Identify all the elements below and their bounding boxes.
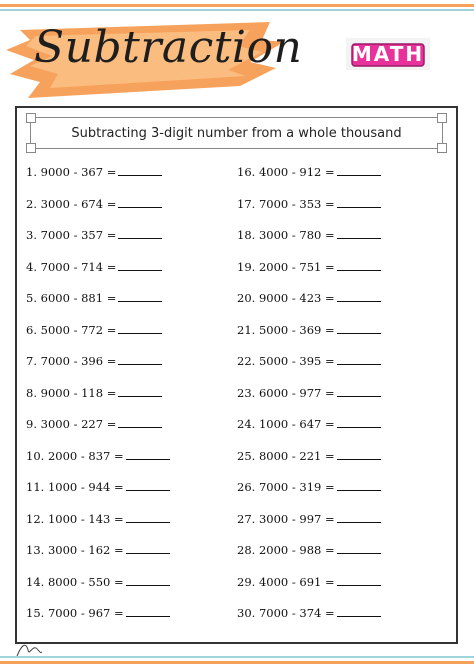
problem-item [237,258,381,276]
problem-item [237,352,381,370]
problem-expression: 7000 - 319 = [258,480,335,494]
problem-expression: 8000 - 550 = [47,574,124,589]
problem-number: 20. [237,291,256,305]
problem-expression: 3000 - 997 = [258,511,335,526]
problem-expression: 1000 - 647 = [258,417,335,431]
problem-item [26,573,170,591]
problem-number: 28. [237,543,256,557]
problem-item [26,352,162,370]
problem-item [26,541,170,559]
answer-blank[interactable] [337,352,381,365]
problem-expression: 3000 - 780 = [258,228,335,242]
problem-item [26,510,170,528]
answer-blank[interactable] [337,541,381,554]
problem-number: 22. [237,354,256,368]
problem-number: 25. [237,448,256,463]
bottom-blue-stripe [0,656,474,658]
answer-blank[interactable] [337,163,381,176]
problem-expression: 3000 - 674 = [40,196,117,211]
answer-blank[interactable] [337,478,381,491]
problem-expression: 5000 - 772 = [40,322,117,337]
top-orange-stripe [0,4,474,7]
problem-number: 6. [26,322,37,337]
problem-item [26,478,170,496]
problem-number: 18. [237,228,256,242]
answer-blank[interactable] [118,415,162,428]
answer-blank[interactable] [337,226,381,239]
problem-expression: 1000 - 143 = [47,511,124,526]
problem-expression: 3000 - 162 = [47,543,124,557]
problem-expression: 7000 - 353 = [258,196,335,211]
problem-expression: 2000 - 751 = [258,259,335,274]
problem-item [237,478,381,496]
problem-number: 24. [237,417,256,431]
answer-blank[interactable] [118,163,162,176]
problem-item [26,226,162,244]
problem-item [26,163,162,181]
problem-expression: 8000 - 221 = [258,448,335,463]
problem-expression: 6000 - 881 = [40,291,117,305]
problem-expression: 3000 - 227 = [40,417,117,431]
problem-number: 10. [26,448,45,463]
problem-expression: 5000 - 395 = [258,354,335,368]
problem-expression: 4000 - 691 = [258,574,335,589]
answer-blank[interactable] [337,195,381,208]
problem-number: 26. [237,480,256,494]
problem-expression: 5000 - 369 = [258,322,335,337]
answer-blank[interactable] [118,258,162,271]
problem-number: 17. [237,196,256,211]
problem-number: 13. [26,543,45,557]
problem-expression: 2000 - 988 = [258,543,335,557]
problem-item [26,604,170,622]
problem-item [237,510,381,528]
problem-number: 7. [26,354,37,368]
answer-blank[interactable] [337,510,381,523]
problem-expression: 9000 - 423 = [258,291,335,305]
answer-blank[interactable] [118,384,162,397]
problem-number: 11. [26,480,45,494]
answer-blank[interactable] [337,573,381,586]
problem-item [237,573,381,591]
answer-blank[interactable] [118,226,162,239]
problem-expression: 7000 - 714 = [40,259,117,274]
answer-blank[interactable] [337,321,381,334]
answer-blank[interactable] [337,447,381,460]
answer-blank[interactable] [118,352,162,365]
problem-number: 9. [26,417,37,431]
problem-number: 23. [237,385,256,400]
problem-item [26,447,170,465]
problem-item [26,321,162,339]
problem-item [237,289,381,307]
problem-expression: 6000 - 977 = [258,385,335,400]
answer-blank[interactable] [126,510,170,523]
problem-number: 4. [26,259,37,274]
worksheet-frame [15,106,458,644]
bottom-orange-stripe [0,661,474,664]
problem-number: 19. [237,259,256,274]
problem-number: 8. [26,385,37,400]
problem-item [237,195,381,213]
math-badge-label: MATH [351,42,425,66]
problem-number: 29. [237,574,256,589]
problem-item [237,321,381,339]
problem-expression: 7000 - 357 = [40,228,117,242]
top-blue-stripe [0,9,474,11]
subtitle-box [30,117,443,149]
answer-blank[interactable] [126,478,170,491]
answer-blank[interactable] [126,573,170,586]
problem-number: 3. [26,228,37,242]
answer-blank[interactable] [337,384,381,397]
answer-blank[interactable] [118,321,162,334]
problem-number: 1. [26,165,37,179]
problem-item [237,541,381,559]
problem-item [237,604,381,622]
problem-expression: 7000 - 374 = [258,606,335,620]
problem-item [26,415,162,433]
answer-blank[interactable] [118,289,162,302]
answer-blank[interactable] [337,258,381,271]
problem-expression: 9000 - 367 = [40,165,117,179]
answer-blank[interactable] [118,195,162,208]
problem-item [237,226,381,244]
answer-blank[interactable] [337,289,381,302]
problem-number: 21. [237,322,256,337]
problem-expression: 9000 - 118 = [40,385,117,400]
problem-item [237,163,381,181]
problem-item [26,289,162,307]
problem-number: 30. [237,606,256,620]
problem-item [237,384,381,402]
answer-blank[interactable] [126,447,170,460]
math-badge [346,38,430,70]
worksheet-subtitle: Subtracting 3-digit number from a whole thousand [71,126,402,141]
problem-number: 12. [26,511,45,526]
problem-item [237,447,381,465]
problem-number: 14. [26,574,45,589]
problem-number: 15. [26,606,45,620]
answer-blank[interactable] [337,604,381,617]
problem-item [26,258,162,276]
answer-blank[interactable] [126,604,170,617]
problem-expression: 2000 - 837 = [47,448,124,463]
page-title: Subtraction [34,22,303,73]
problem-expression: 4000 - 912 = [258,165,335,179]
problem-item [26,384,162,402]
problem-expression: 1000 - 944 = [47,480,124,494]
problem-item [237,415,381,433]
problem-item [26,195,162,213]
problem-number: 16. [237,165,256,179]
problem-number: 2. [26,196,37,211]
problem-number: 27. [237,511,256,526]
problem-expression: 7000 - 396 = [40,354,117,368]
problem-expression: 7000 - 967 = [47,606,124,620]
answer-blank[interactable] [126,541,170,554]
answer-blank[interactable] [337,415,381,428]
signature-mark [14,640,44,662]
problem-number: 5. [26,291,37,305]
